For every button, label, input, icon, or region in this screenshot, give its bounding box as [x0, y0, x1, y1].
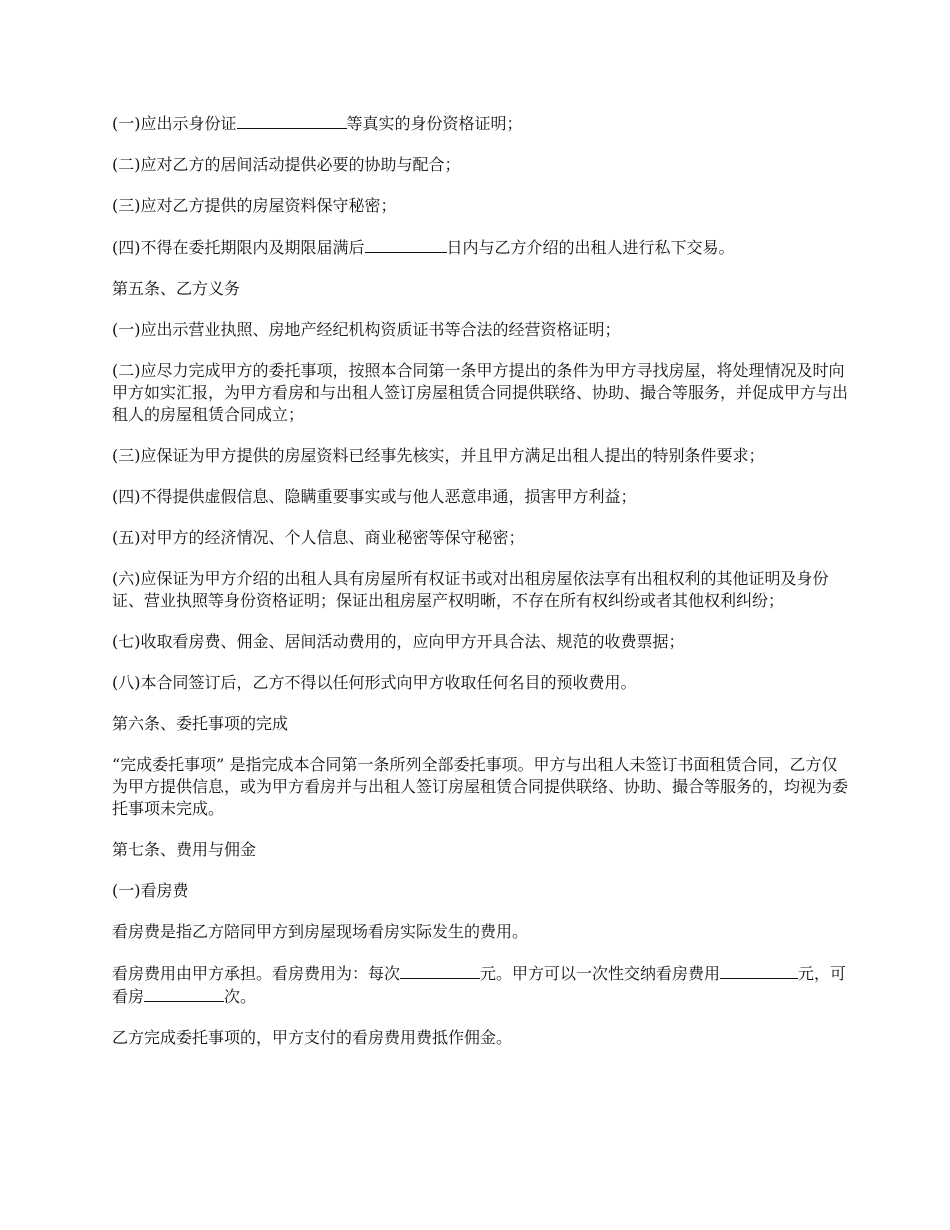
blank-line [365, 236, 447, 253]
article-7-heading: 第七条、费用与佣金 [112, 840, 257, 859]
viewing-fee-definition: 看房费是指乙方陪同甲方到房屋现场看房实际发生的费用。 [112, 922, 529, 941]
viewing-fee-terms [112, 962, 852, 1008]
party-a-obligation-1 [112, 112, 852, 135]
party-b-obligation-5: (五)对甲方的经济情况、个人信息、商业秘密等保守秘密； [112, 528, 525, 547]
party-b-obligation-8: (八)本合同签订后，乙方不得以任何形式向甲方收取任何名目的预收费用。 [112, 673, 637, 692]
blank-line [237, 112, 347, 129]
party-b-obligation-1: (一)应出示营业执照、房地产经纪机构资质证书等合法的经营资格证明； [112, 320, 621, 339]
viewing-fee-offset: 乙方完成委托事项的，甲方支付的看房费用费抵作佣金。 [112, 1028, 513, 1047]
party-b-obligation-4: (四)不得提供虚假信息、隐瞒重要事实或与他人恶意串通，损害甲方利益； [112, 487, 637, 506]
paragraph-text: 次。 [224, 987, 257, 1006]
paragraph-text: 元。甲方可以一次性交纳看房费用 [480, 964, 721, 983]
completion-definition: “完成委托事项” 是指完成本合同第一条所列全部委托事项。甲方与出租人未签订书面租赁合同，乙方仅为甲方提供信息，或为甲方看房并与出租人签订房屋租赁合同提供联络、协助、撮合等服务的，均视为委托事项未完成。 [112, 755, 849, 818]
party-a-obligation-4 [112, 236, 852, 259]
paragraph-text: 日内与乙方介绍的出租人进行私下交易。 [446, 238, 735, 257]
party-b-obligation-6: (六)应保证为甲方介绍的出租人具有房屋所有权证书或对出租房屋依法享有出租权利的其他证明及身份证、营业执照等身份资格证明；保证出租房屋产权明晰，不存在所有权纠纷或者其他权利纠纷； [112, 569, 829, 610]
party-b-obligation-2: (二)应尽力完成甲方的委托事项，按照本合同第一条甲方提出的条件为甲方寻找房屋，将处理情况及时向甲方如实汇报，为甲方看房和与出租人签订房屋租赁合同提供联络、协助、撮合等服务，并促成甲方与出租人的房屋租赁合同成立； [112, 361, 849, 424]
party-a-obligation-3: (三)应对乙方提供的房屋资料保守秘密； [112, 196, 397, 215]
party-b-obligation-7: (七)收取看房费、佣金、居间活动费用的，应向甲方开具合法、规范的收费票据； [112, 632, 685, 651]
document-page [112, 112, 852, 1068]
paragraph-text: 等真实的身份资格证明； [346, 114, 523, 133]
article-5-heading: 第五条、乙方义务 [112, 279, 241, 298]
paragraph-text: (一)应出示身份证 [112, 114, 237, 133]
paragraph-text: 看房费用由甲方承担。看房费用为：每次 [112, 964, 401, 983]
viewing-fee-heading: (一)看房费 [112, 881, 189, 900]
party-a-obligation-2: (二)应对乙方的居间活动提供必要的协助与配合； [112, 155, 461, 174]
article-6-heading: 第六条、委托事项的完成 [112, 714, 289, 733]
blank-line [144, 985, 224, 1002]
party-b-obligation-3: (三)应保证为甲方提供的房屋资料已经事先核实，并且甲方满足出租人提出的特别条件要求； [112, 446, 765, 465]
paragraph-text: 元，可看房 [112, 964, 847, 1006]
blank-line [720, 962, 798, 979]
paragraph-text: (四)不得在委托期限内及期限届满后 [112, 238, 365, 257]
blank-line [400, 962, 480, 979]
